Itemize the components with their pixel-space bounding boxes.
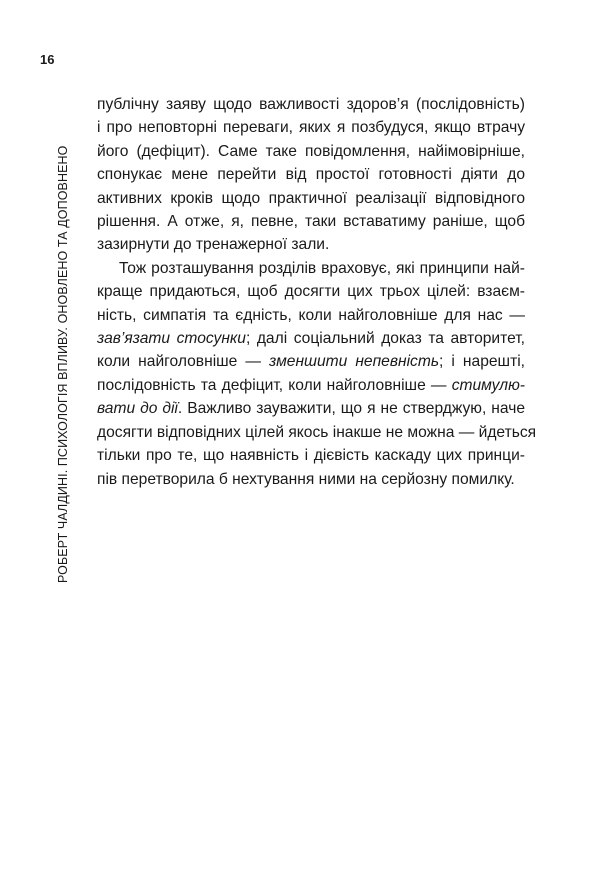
text-line: активних кроків щодо практичної реалізації відповідного <box>97 189 525 207</box>
text-line <box>97 350 525 373</box>
text-line: ність, симпатія та єдність, коли найголовніше для нас — <box>97 306 525 324</box>
paragraph-1 <box>97 93 525 257</box>
text-line: пів перетворила б нехтування ними на серйозну помилку. <box>97 470 515 488</box>
text-line: його (дефіцит). Саме таке повідомлення, найімовірніше, <box>97 142 525 160</box>
text-line <box>97 327 525 350</box>
emphasis-text: вати до дії <box>97 400 178 418</box>
paragraph-2 <box>97 257 537 491</box>
text-segment: ; далі соціальний доказ та авторитет, <box>245 330 525 348</box>
text-line: зазирнути до тренажерної зали. <box>97 236 330 254</box>
text-segment: ; і нарешті, <box>439 353 526 371</box>
text-line: краще придаються, щоб досягти цих трьох цілей: взаєм- <box>97 283 525 301</box>
emphasis-text: стимулю- <box>451 376 525 394</box>
text-segment: коли найголовніше — <box>97 353 270 371</box>
text-line: спонукає мене перейти від простої готовності діяти до <box>97 166 525 184</box>
running-head: РОБЕРТ ЧАЛДИНІ. ПСИХОЛОГІЯ ВПЛИВУ. ОНОВЛЕНО ТА ДОПОВНЕНО <box>56 145 70 583</box>
text-line: тільки про те, що наявність і дієвість каскаду цих принци- <box>97 447 525 465</box>
text-line <box>97 374 525 397</box>
text-line: і про неповторні переваги, яких я позбудуся, якщо втрачу <box>97 119 525 137</box>
text-line: Тож розташування розділів враховує, які принципи най- <box>119 259 525 277</box>
emphasis-text: зав’язати стосунки <box>97 330 246 348</box>
page-number: 16 <box>40 52 55 67</box>
body-text <box>97 93 537 491</box>
text-line <box>97 397 525 420</box>
text-segment: . Важливо зауважити, що я не стверджую, наче <box>177 400 525 418</box>
text-line: досягти відповідних цілей якось інакше не можна — йдеться <box>97 423 537 441</box>
text-segment: послідовність та дефіцит, коли найголовніше — <box>97 376 452 394</box>
emphasis-text: зменшити непевність <box>269 353 440 371</box>
text-line: рішення. А отже, я, певне, таки вставатиму раніше, щоб <box>97 213 525 231</box>
text-line: публічну заяву щодо важливості здоров’я (послідовність) <box>97 96 525 113</box>
